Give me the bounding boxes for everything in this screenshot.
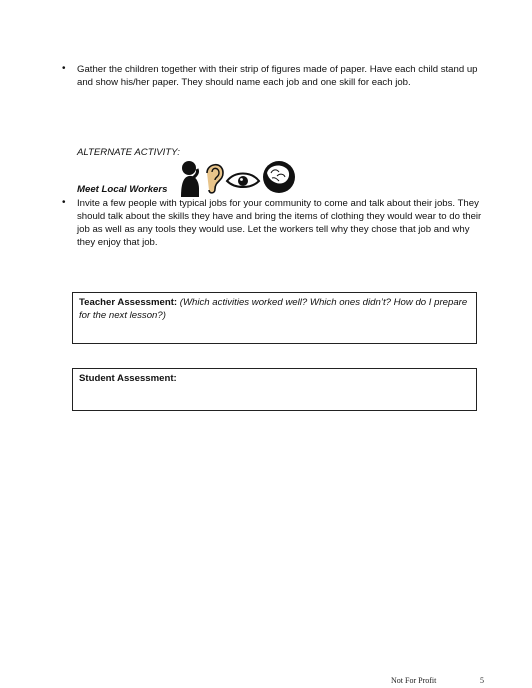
child-thinking-icon <box>181 161 199 197</box>
page-number: 5 <box>480 676 484 685</box>
teacher-assessment-box[interactable] <box>72 292 477 344</box>
alternate-activity-heading: ALTERNATE ACTIVITY: <box>77 147 180 158</box>
ear-icon <box>207 165 223 193</box>
student-assessment-title: Student Assessment: <box>79 373 177 384</box>
head-brain-icon <box>263 161 295 193</box>
teacher-assessment-prompt: (Which activities worked well? Which ones didn’t? How do I prepare for the next lesson?) <box>79 297 468 321</box>
senses-icons <box>177 159 297 197</box>
eye-icon <box>227 174 259 188</box>
bullet-marker: • <box>62 63 66 74</box>
student-assessment-box[interactable] <box>72 368 477 411</box>
meet-local-workers-heading: Meet Local Workers <box>77 184 168 195</box>
bullet-marker: • <box>62 197 66 208</box>
teacher-assessment-title: Teacher Assessment: <box>79 297 178 308</box>
bullet-gather-children: Gather the children together with their strip of figures made of paper. Have each child stand up and show his/her paper. They should name each job and one skill for each job. <box>77 64 478 88</box>
bullet-invite-workers: Invite a few people with typical jobs for your community to come and talk about their jobs. They should talk about the skills they have and bring the items of clothing they would wear to do their job as well as any tools they would use. Let the workers tell why they chose that job and why they enjoy that job. <box>77 198 482 248</box>
footer-label: Not For Profit <box>391 676 437 685</box>
